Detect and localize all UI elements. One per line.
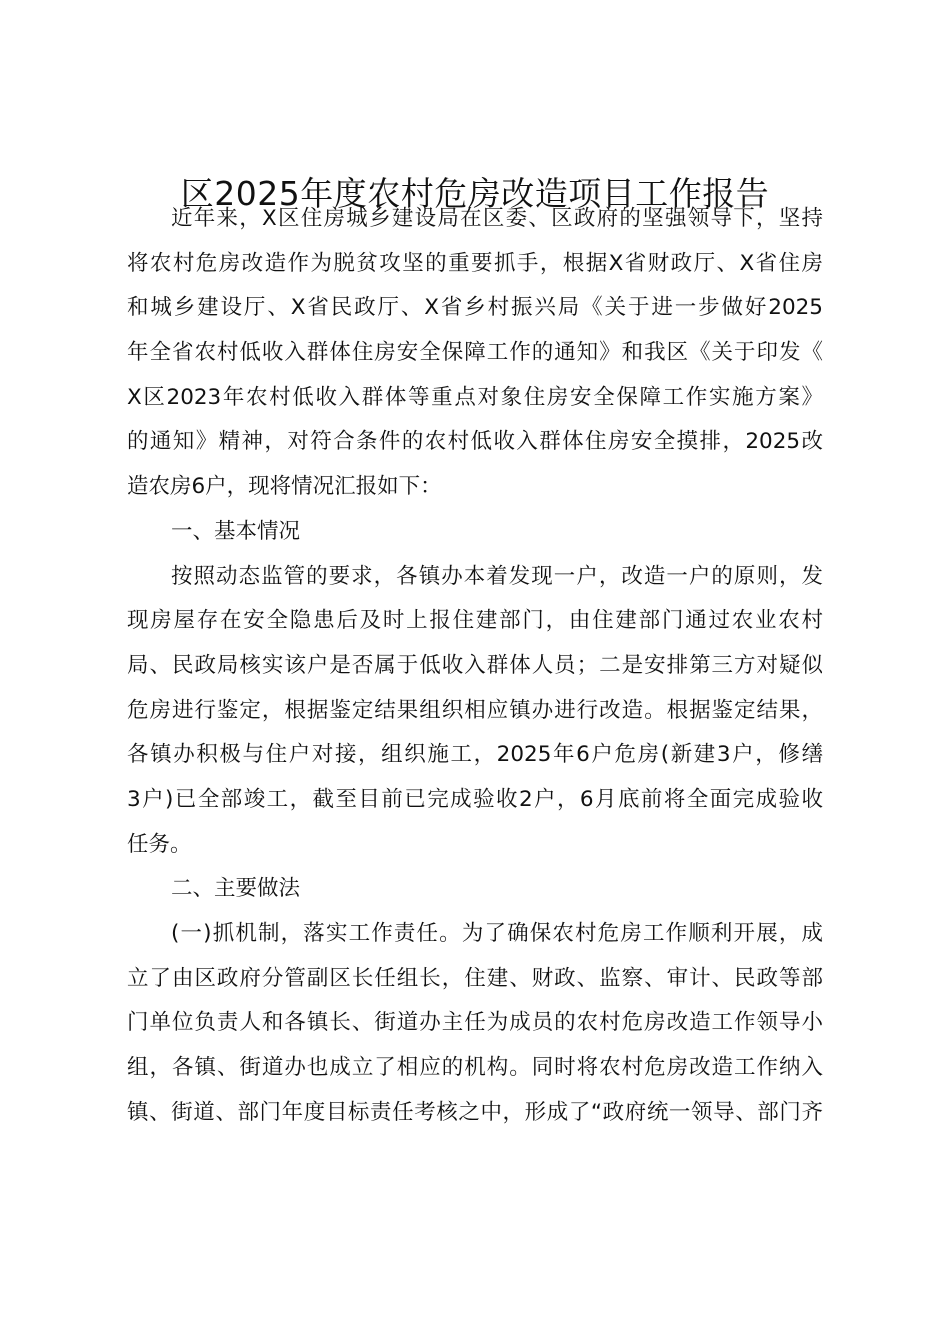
paragraph-line: 任务。 <box>127 831 192 857</box>
paragraph-line: 立了由区政府分管副区长任组长，住建、财政、监察、审计、民政等部 <box>127 965 823 991</box>
section-heading: 一、基本情况 <box>171 518 301 544</box>
paragraph-line: 按照动态监管的要求，各镇办本着发现一户，改造一户的原则，发 <box>171 563 823 589</box>
paragraph-line: 各镇办积极与住户对接，组织施工，2025年6户危房(新建3户，修缮 <box>127 742 823 768</box>
paragraph-line: 和城乡建设厅、X省民政厅、X省乡村振兴局《关于进一步做好2025 <box>127 295 823 321</box>
paragraph-line: 3户)已全部竣工，截至目前已完成验收2户，6月底前将全面完成验收 <box>127 786 823 812</box>
paragraph-line: 造农房6户，现将情况汇报如下： <box>127 474 442 500</box>
paragraph-line: 局、民政局核实该户是否属于低收入群体人员；二是安排第三方对疑似 <box>127 652 823 678</box>
paragraph-line: 将农村危房改造作为脱贫攻坚的重要抓手，根据X省财政厅、X省住房 <box>127 250 823 276</box>
paragraph-line: X区2023年农村低收入群体等重点对象住房安全保障工作实施方案》 <box>127 384 823 410</box>
paragraph-line: (一)抓机制，落实工作责任。为了确保农村危房工作顺利开展，成 <box>171 921 823 946</box>
paragraph-line: 的通知》精神，对符合条件的农村低收入群体住房安全摸排，2025改 <box>127 429 823 455</box>
document-title: 区2025年度农村危房改造项目工作报告 <box>180 174 770 213</box>
paragraph-line: 镇、街道、部门年度目标责任考核之中，形成了“政府统一领导、部门齐 <box>127 1099 823 1125</box>
paragraph-line: 组，各镇、街道办也成立了相应的机构。同时将农村危房改造工作纳入 <box>127 1055 823 1081</box>
paragraph-line: 危房进行鉴定，根据鉴定结果组织相应镇办进行改造。根据鉴定结果， <box>127 697 823 723</box>
paragraph-line: 现房屋存在安全隐患后及时上报住建部门，由住建部门通过农业农村 <box>127 608 823 634</box>
document-body <box>127 197 823 1135</box>
paragraph-line: 门单位负责人和各镇长、街道办主任为成员的农村危房改造工作领导小 <box>127 1010 823 1036</box>
paragraph-line: 年全省农村低收入群体住房安全保障工作的通知》和我区《关于印发《 <box>127 340 823 366</box>
section-heading: 二、主要做法 <box>171 876 301 902</box>
paragraph-line: 近年来，X区住房城乡建设局在区委、区政府的坚强领导下，坚持 <box>171 206 823 231</box>
